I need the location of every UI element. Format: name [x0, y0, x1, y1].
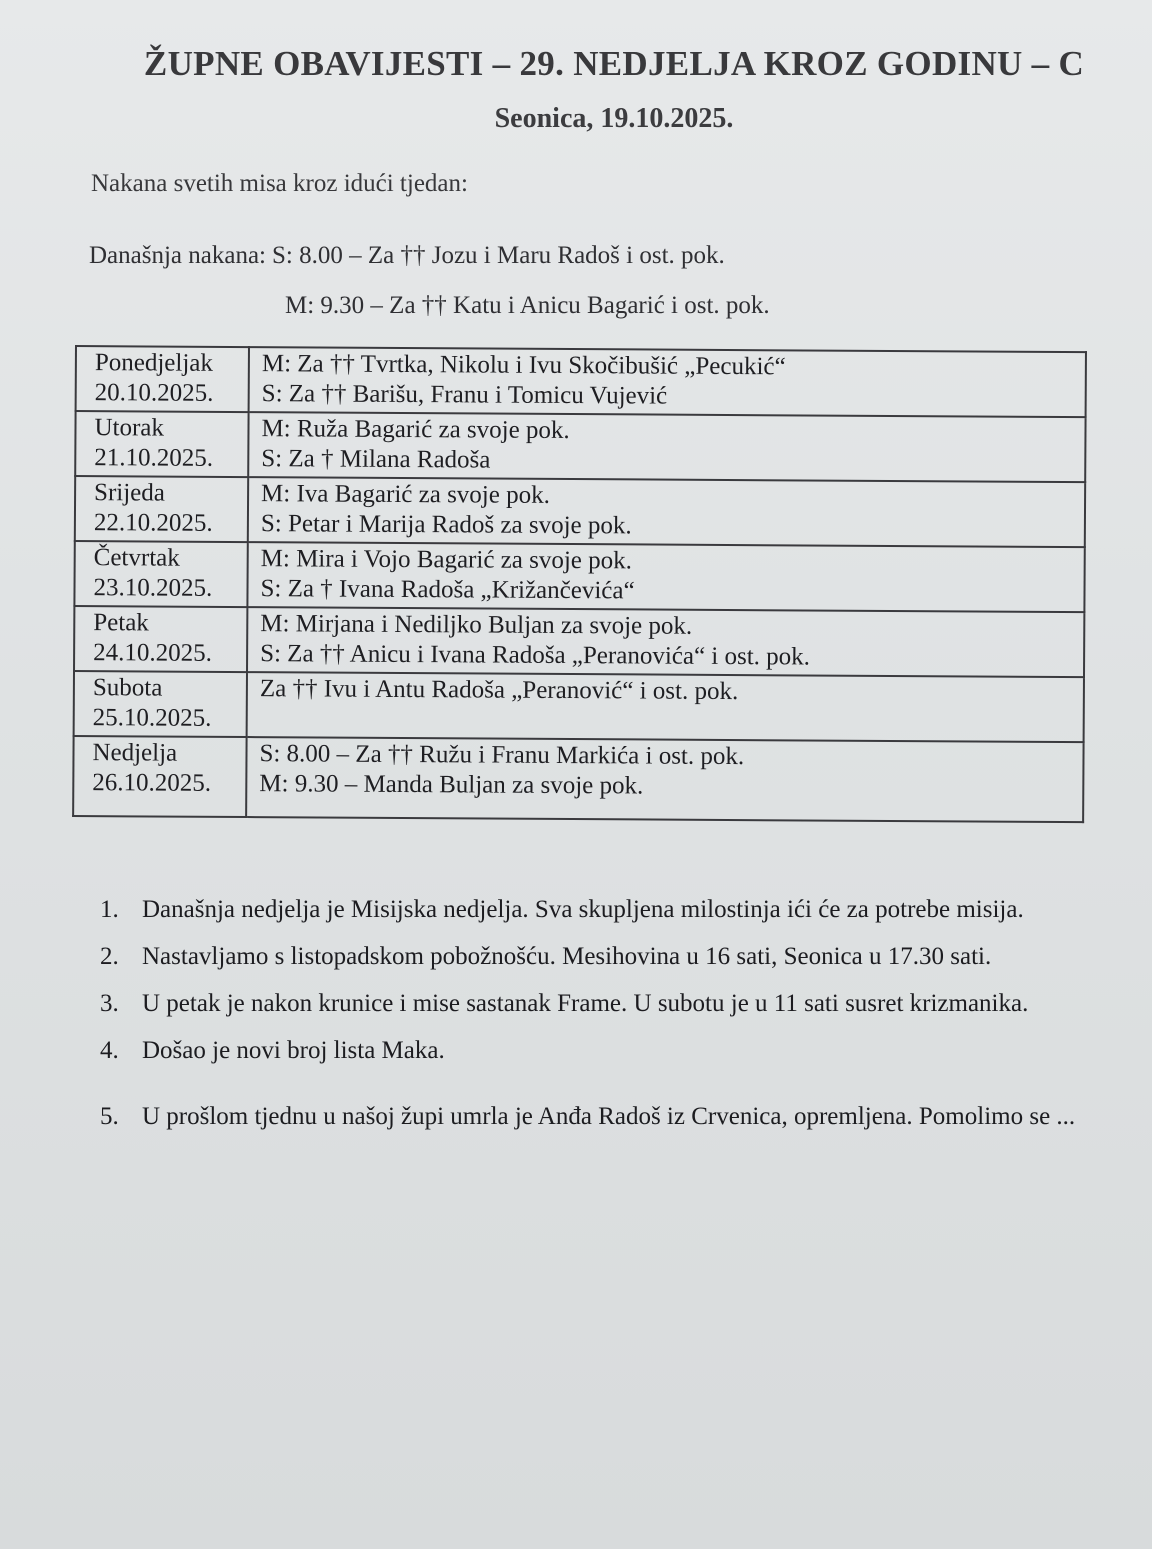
table-row: [76, 346, 1086, 417]
intention-cell: [248, 477, 1085, 547]
document-subtitle: Seonica, 19.10.2025.: [494, 103, 734, 134]
list-item-number: 5.: [100, 1103, 119, 1130]
intention-line: S: Za †† Barišu, Franu i Tomicu Vujević: [261, 380, 668, 410]
intention-line: M: Ruža Bagarić za svoje pok.: [261, 415, 570, 445]
intention-line: M: Iva Bagarić za svoje pok.: [261, 480, 550, 509]
intention-line: M: Mirjana i Nediljko Buljan za svoje pok.: [260, 610, 693, 640]
todays-intention-morning: S: 8.00 – Za †† Jozu i Maru Radoš i ost. pok.: [272, 242, 725, 269]
intention-line: M: Mira i Vojo Bagarić za svoje pok.: [260, 545, 633, 575]
intention-line: M: Za †† Tvrtka, Nikolu i Ivu Skočibušić „Pecukić“: [261, 350, 786, 381]
table-row: [73, 736, 1083, 822]
intention-cell: [247, 542, 1084, 612]
todays-intention-line-1: [89, 242, 725, 270]
table-row: [74, 541, 1084, 612]
day-cell: [73, 736, 246, 817]
list-item-text: U petak je nakon krunice i mise sastanak Frame. U subotu je u 11 sati susret krizmanika.: [142, 990, 1029, 1017]
list-item: [100, 1034, 1150, 1068]
day-date: 22.10.2025.: [93, 509, 213, 537]
day-date: 26.10.2025.: [92, 769, 212, 797]
day-name: Petak: [93, 609, 149, 637]
table-row: [75, 476, 1085, 547]
intention-line: S: Za † Ivana Radoša „Križančevića“: [260, 575, 635, 605]
todays-intention-line-2: M: 9.30 – Za †† Katu i Anicu Bagarić i ost. pok.: [285, 292, 770, 319]
announcements-list: [100, 893, 1150, 1154]
list-item-number: 3.: [100, 990, 119, 1017]
day-cell: [76, 346, 249, 412]
list-item-number: 4.: [100, 1037, 119, 1064]
list-item-number: 2.: [100, 943, 119, 970]
day-cell: [74, 671, 247, 737]
intention-cell: [247, 607, 1084, 677]
table-row: [74, 671, 1084, 742]
day-name: Nedjelja: [92, 739, 178, 767]
day-cell: [75, 476, 248, 542]
list-item: [100, 893, 1150, 927]
day-name: Srijeda: [94, 479, 166, 507]
intention-line: S: 8.00 – Za †† Ružu i Franu Markića i ost. pok.: [259, 740, 745, 771]
day-date: 21.10.2025.: [94, 444, 214, 472]
table-row: [75, 411, 1085, 482]
day-cell: [74, 541, 247, 607]
todays-intention-label: Današnja nakana:: [89, 242, 267, 269]
list-item-text: U prošlom tjednu u našoj župi umrla je Anđa Radoš iz Crvenica, opremljena. Pomolimo se ...: [142, 1103, 1076, 1130]
list-item: [100, 940, 1150, 974]
day-cell: [74, 606, 247, 672]
day-name: Utorak: [94, 414, 164, 442]
intro-text: Nakana svetih misa kroz idući tjedan:: [91, 170, 468, 197]
intention-cell: [246, 737, 1083, 822]
document-title: ŽUPNE OBAVIJESTI – 29. NEDJELJA KROZ GODINU – C: [143, 44, 1085, 83]
list-item-text: Nastavljamo s listopadskom pobožnošću. Mesihovina u 16 sati, Seonica u 17.30 sati.: [142, 943, 992, 970]
list-item-number: 1.: [100, 896, 119, 923]
day-cell: [75, 411, 248, 477]
list-item: [100, 1093, 1142, 1141]
intention-line: S: Za †† Anicu i Ivana Radoša „Peranovića“ i ost. pok.: [260, 640, 811, 671]
day-date: 25.10.2025.: [92, 704, 212, 732]
list-item: [100, 987, 1150, 1021]
intention-line: S: Za † Milana Radoša: [261, 445, 491, 474]
intention-cell: [249, 347, 1086, 417]
intention-line: M: 9.30 – Manda Buljan za svoje pok.: [259, 770, 644, 800]
list-item-text: Došao je novi broj lista Maka.: [142, 1037, 445, 1064]
mass-schedule-table: [72, 345, 1087, 823]
day-date: 24.10.2025.: [93, 639, 212, 667]
day-name: Subota: [92, 674, 163, 702]
intention-cell: [247, 672, 1084, 742]
day-name: Ponedjeljak: [94, 349, 214, 377]
intention-cell: [248, 412, 1085, 482]
intention-line: Za †† Ivu i Antu Radoša „Peranović“ i ost. pok.: [259, 675, 739, 706]
list-item-text: Današnja nedjelja je Misijska nedjelja. Sva skupljena milostinja ići će za potrebe misija.: [142, 896, 1024, 923]
day-date: 20.10.2025.: [94, 379, 214, 407]
intention-line: S: Petar i Marija Radoš za svoje pok.: [260, 510, 632, 540]
table-row: [74, 606, 1084, 677]
day-name: Četvrtak: [93, 544, 180, 572]
day-date: 23.10.2025.: [93, 574, 213, 602]
